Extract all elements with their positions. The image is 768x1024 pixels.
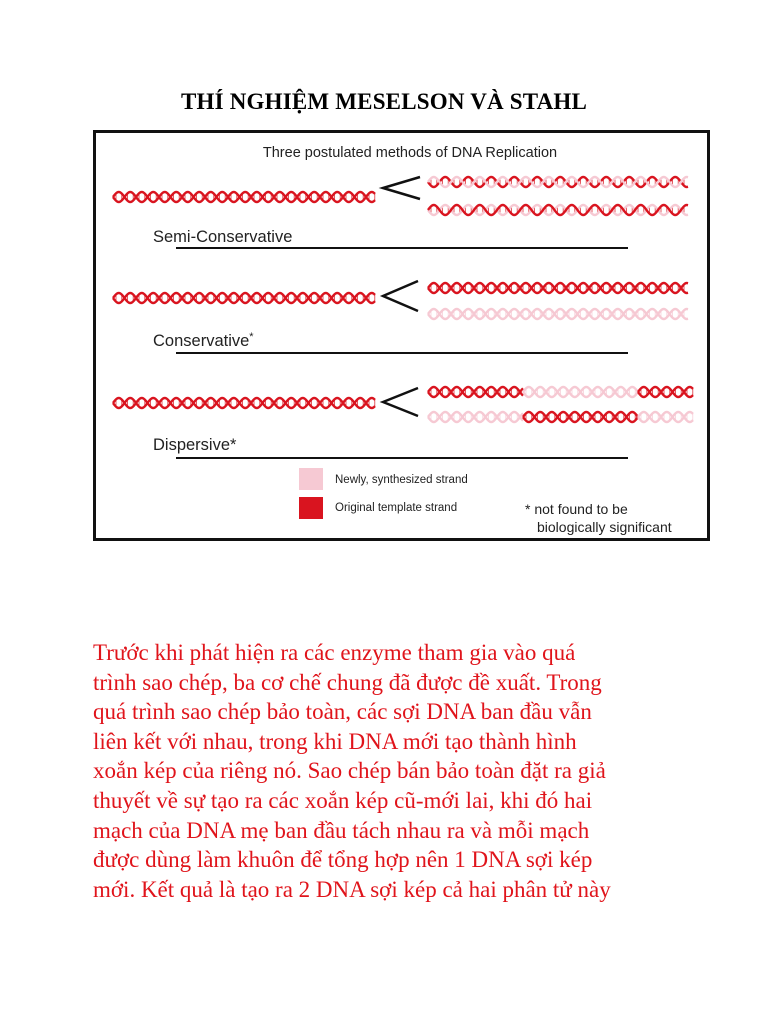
method-label-conservative: Conservative*: [153, 331, 254, 350]
body-line: trình sao chép, ba cơ chế chung đã được đề xuất. Trong: [93, 669, 602, 695]
footnote-line-1: * not found to be: [525, 501, 628, 517]
legend-swatch-original: [299, 497, 323, 519]
method-label-semi: Semi-Conservative: [153, 228, 293, 246]
body-paragraph: [93, 638, 693, 904]
body-line: xoắn kép của riêng nó. Sao chép bán bảo toàn đặt ra giả: [93, 758, 606, 784]
body-line: được dùng làm khuôn để tổng hợp nên 1 DNA sợi kép: [93, 847, 593, 873]
legend-label-new: Newly, synthesized strand: [335, 474, 468, 486]
method-label-dispersive: Dispersive*: [153, 436, 237, 454]
legend-swatch-new: [299, 468, 323, 490]
body-line: mới. Kết quả là tạo ra 2 DNA sợi kép cả hai phân tử này: [93, 876, 611, 902]
body-line: thuyết về sự tạo ra các xoắn kép cũ-mới lai, khi đó hai: [93, 787, 593, 813]
legend-label-original: Original template strand: [335, 502, 458, 514]
body-line: Trước khi phát hiện ra các enzyme tham gia vào quá: [93, 640, 576, 665]
dna-replication-figure: [93, 130, 710, 541]
body-line: mạch của DNA mẹ ban đầu tách nhau ra và mỗi mạch: [93, 817, 590, 843]
page-title: THÍ NGHIỆM MESELSON VÀ STAHL: [180, 89, 588, 114]
body-line: quá trình sao chép bảo toàn, các sợi DNA ban đầu vẫn: [93, 699, 592, 725]
figure-heading: Three postulated methods of DNA Replication: [262, 145, 558, 161]
body-line: liên kết với nhau, trong khi DNA mới tạo thành hình: [93, 728, 577, 754]
footnote-line-2: biologically significant: [537, 519, 672, 535]
